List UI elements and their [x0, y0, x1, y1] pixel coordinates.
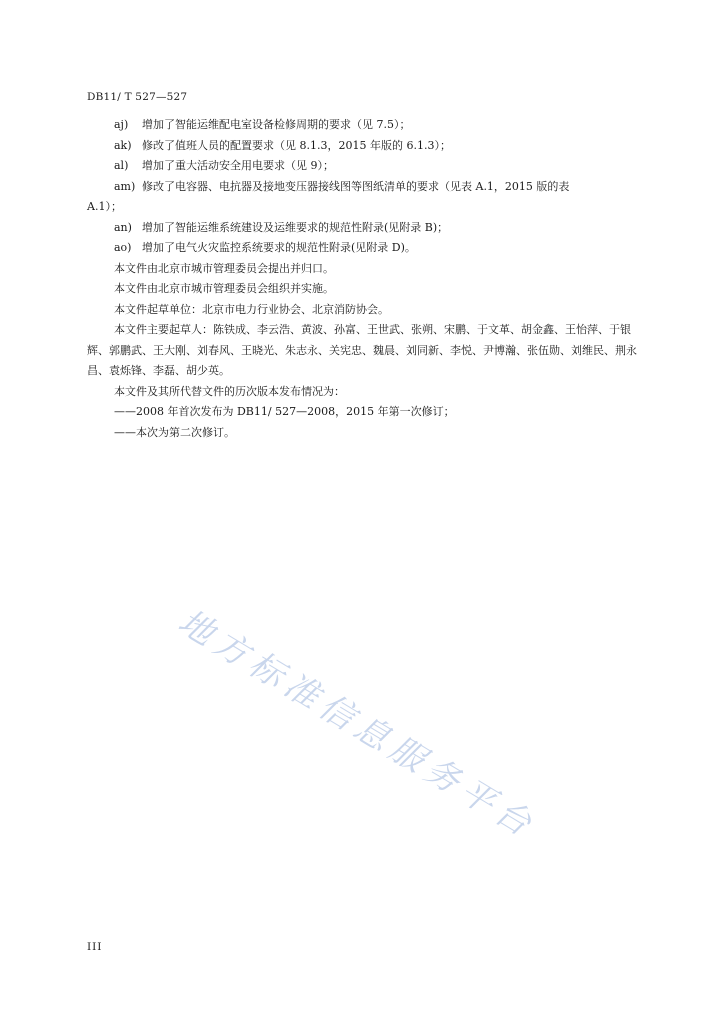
- list-item-marker: an): [114, 220, 132, 234]
- list-item: [87, 156, 652, 177]
- document-body: [87, 115, 652, 443]
- standard-code-header: DB11/ T 527—527: [87, 91, 188, 103]
- history-item: ——2008 年首次发布为 DB11/ 527—2008，2015 年第一次修订；: [114, 405, 455, 418]
- drafters-paragraph: 本文件主要起草人：陈铁成、李云浩、黄波、孙富、王世武、张朔、宋鹏、于文革、胡金鑫、王怡萍、于银辉、郭鹏武、王大刚、刘春风、王晓光、朱志永、关宪忠、魏晨、刘同新、李悦、尹博瀚、张伍勋、刘维民、荆永昌、袁烁锋、李磊、胡少英。: [87, 323, 637, 377]
- list-item-text: 增加了智能运维配电室设备检修周期的要求（见 7.5）；: [142, 118, 411, 131]
- list-item-text: 增加了智能运维系统建设及运维要求的规范性附录(见附录 B)；: [142, 220, 449, 234]
- list-item-text: 增加了电气火灾监控系统要求的规范性附录(见附录 D)。: [142, 241, 416, 254]
- proposed-by-paragraph: 本文件由北京市城市管理委员会提出并归口。: [114, 261, 334, 275]
- watermark: 地方标准信息服务平台: [171, 601, 544, 848]
- list-item: [87, 177, 652, 198]
- history-intro-paragraph: 本文件及其所代替文件的历次版本发布情况为：: [114, 384, 345, 398]
- list-item-continuation: A.1）；: [87, 200, 122, 213]
- list-item: [87, 115, 652, 136]
- list-item-text: 修改了电容器、电抗器及接地变压器接线图等图纸清单的要求（见表 A.1，2015 版的表: [142, 179, 570, 193]
- list-item: [87, 136, 652, 157]
- list-item-text: 修改了值班人员的配置要求（见 8.1.3，2015 年版的 6.1.3）；: [142, 138, 451, 152]
- history-item: ——本次为第二次修订。: [114, 425, 235, 439]
- page-number: III: [87, 941, 103, 953]
- list-item: [87, 218, 652, 239]
- list-item-marker: ak): [114, 138, 132, 152]
- implemented-by-paragraph: 本文件由北京市城市管理委员会组织并实施。: [114, 282, 334, 295]
- list-item-marker: am): [114, 179, 136, 193]
- list-item-marker: aj): [114, 118, 129, 131]
- list-item-marker: ao): [114, 241, 132, 254]
- drafting-units-paragraph: 本文件起草单位：北京市电力行业协会、北京消防协会。: [114, 302, 389, 316]
- list-item-marker: al): [114, 159, 129, 172]
- list-item-text: 增加了重大活动安全用电要求（见 9）；: [142, 159, 334, 172]
- list-item: [87, 238, 652, 259]
